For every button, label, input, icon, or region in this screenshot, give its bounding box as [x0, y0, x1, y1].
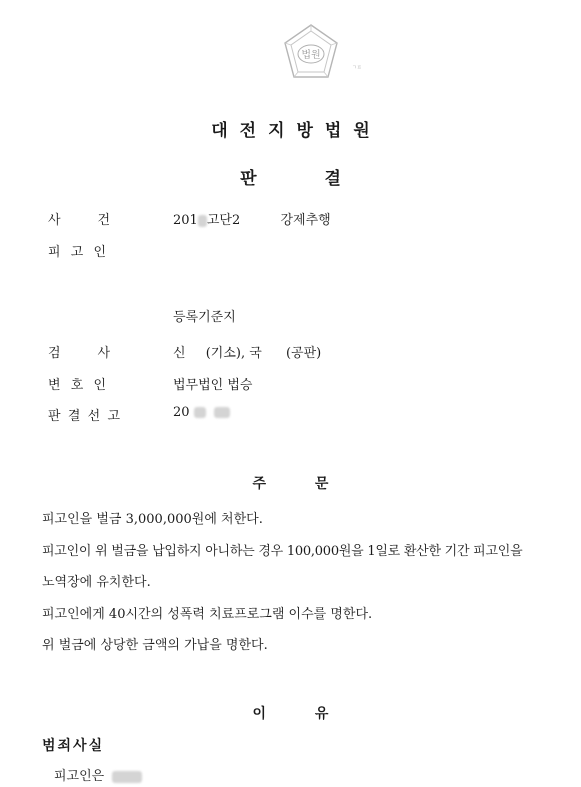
reasons-heading: 이 유: [252, 706, 329, 722]
criminal-facts-first-line: [54, 765, 142, 784]
case-charge: 강제추행: [280, 213, 331, 228]
defendant-label-char-3: 인: [93, 245, 106, 260]
date-label-char-3: 선: [87, 409, 101, 424]
ruling-line-2: 피고인이 위 벌금을 납입하지 아니하는 경우 100,000원을 1일로 환산한 기간 피고인을: [42, 544, 523, 559]
ruling-line-3: 노역장에 유치한다.: [42, 575, 151, 590]
date-label-char-1: 판: [48, 409, 61, 424]
case-value: [173, 209, 331, 228]
case-number-suffix: 고단2: [206, 213, 241, 228]
case-label-char-1: 사: [48, 213, 61, 228]
ruling-line-1: 피고인을 벌금 3,000,000원에 처한다.: [42, 512, 263, 527]
date-label-char-2: 결: [67, 409, 81, 424]
counsel-label-char-1: 변: [48, 378, 61, 393]
defense-counsel-label: [48, 374, 106, 393]
seal-mark: ㄱㅍ: [352, 65, 362, 71]
judgment-date-label: [48, 405, 120, 424]
redaction-mark: [112, 771, 142, 783]
court-name: 대전지방법원: [211, 121, 382, 141]
counsel-label-char-3: 인: [93, 378, 106, 393]
court-seal-emblem: [280, 22, 342, 84]
ruling-heading: 주 문: [252, 476, 329, 492]
prosecutor-value: [173, 342, 321, 361]
judgment-date-prefix: 20: [173, 405, 190, 420]
ruling-line-4: 피고인에게 40시간의 성폭력 치료프로그램 이수를 명한다.: [42, 607, 373, 622]
seal-text: 법원: [301, 50, 321, 61]
prosecutor-name-a: 신: [173, 346, 186, 361]
defendant-label-char-2: 고: [70, 245, 84, 260]
registered-residence: 등록기준지: [173, 310, 236, 325]
redaction-mark: [198, 215, 207, 227]
prosecutor-label: [48, 342, 110, 361]
criminal-facts-heading: 범죄사실: [42, 738, 105, 754]
ruling-line-5: 위 벌금에 상당한 금액의 가납을 명한다.: [42, 638, 268, 653]
prosecutor-name-c: (공판): [285, 346, 322, 361]
judgment-date-value: [173, 405, 230, 420]
redaction-mark: [194, 407, 206, 418]
defendant-label-char-1: 피: [48, 245, 61, 260]
defense-counsel-value: 법무법인 법승: [173, 378, 253, 393]
prosecutor-name-b: (기소), 국: [205, 346, 262, 361]
defendant-reference: 피고인은: [54, 769, 105, 784]
redaction-mark: [214, 407, 230, 418]
case-label-char-2: 건: [97, 213, 110, 228]
date-label-char-4: 고: [107, 409, 120, 424]
prosecutor-label-char-2: 사: [97, 346, 110, 361]
defendant-label: [48, 241, 106, 260]
counsel-label-char-2: 호: [70, 378, 84, 393]
case-label: [48, 209, 110, 228]
prosecutor-label-char-1: 검: [48, 346, 61, 361]
document-type: 판 결: [240, 169, 341, 189]
case-number-prefix: 201: [173, 213, 198, 228]
